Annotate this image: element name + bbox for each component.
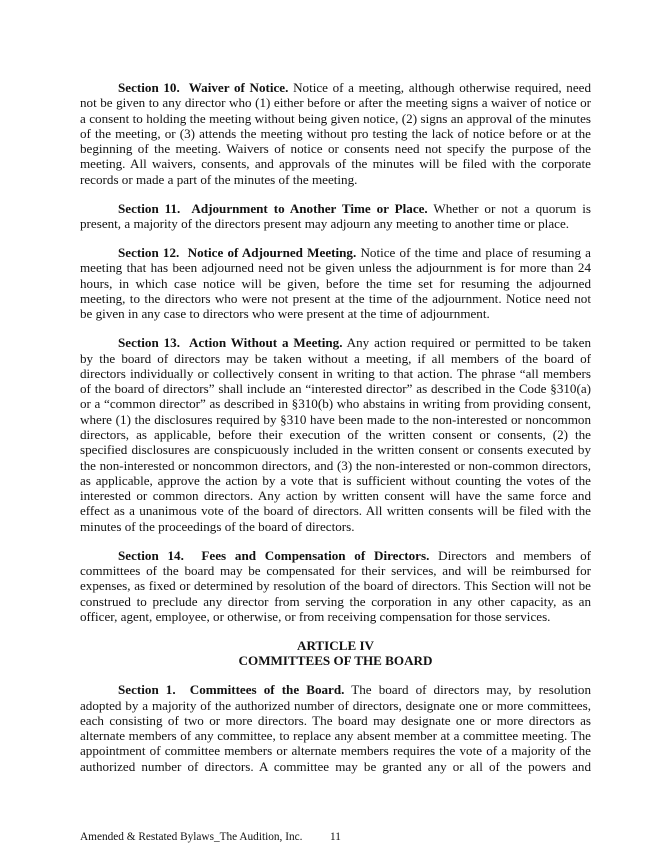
text-line — [80, 245, 591, 260]
line-text: appointment of committee members or alternate members requires the vote of a majority of the — [80, 743, 591, 759]
text-line — [80, 578, 591, 593]
page-footer — [80, 831, 341, 843]
text-line — [80, 172, 591, 187]
section-paragraph — [80, 548, 591, 624]
text-line — [80, 412, 591, 427]
line-text: meeting that has been adjourned need not be given unless the adjournment is for more than 24 — [80, 260, 591, 276]
article-number: ARTICLE IV — [296, 637, 375, 653]
footer-text: Amended & Restated Bylaws_The Audition, Inc. — [80, 831, 303, 843]
section-paragraph — [80, 682, 591, 774]
line-text: directors, as applicable, before their execution of the written consent or consents, (2) the — [80, 427, 591, 442]
text-line — [80, 260, 591, 275]
text-line — [80, 111, 591, 126]
text-line — [80, 473, 591, 488]
section-heading: Section 1. Committees of the Board. — [118, 682, 345, 698]
text-line — [80, 126, 591, 141]
line-text: Notice of a meeting, although otherwise required, need — [293, 80, 592, 95]
page-number: 11 — [330, 831, 341, 843]
line-text: specified disclosures are conspicuously included in the written consent or consents executed by — [80, 442, 591, 458]
text-line — [80, 519, 591, 534]
section-paragraph — [80, 245, 591, 321]
line-text: meeting. All waivers, consents, and approvals of the minutes will be filed with the corporate — [80, 156, 591, 172]
text-line — [80, 713, 591, 728]
text-line — [80, 609, 591, 624]
line-text: present, a majority of the directors present may adjourn any meeting to another time or place. — [80, 216, 570, 232]
text-line — [80, 488, 591, 503]
line-text: the non-interested or noncommon directors, and (3) the non-interested or non-common directors, — [80, 457, 591, 473]
line-text: where (1) the disclosures required by §310 have been made to the non-interested or noncommon — [80, 411, 591, 427]
line-text: a consent to holding the meeting without being given notice, (2) signs an approval of the minutes — [80, 110, 591, 126]
line-text: meeting, to the directors who were not present at the time of the adjournment. Notice need not — [80, 290, 591, 306]
line-text: not be given to any director who (1) either before or after the meeting signs a waiver of notice or — [80, 95, 591, 111]
text-line — [80, 427, 591, 442]
line-text: of the meeting, or (3) attends the meeting without pro testing the lack of notice before or at the — [80, 125, 591, 141]
line-text: adopted by a majority of the authorized number of directors, designate one or more committees, — [80, 697, 591, 713]
section-paragraph — [80, 335, 591, 534]
line-text: of the board of directors” shall include an “interested director” as described in the Code §310(a) — [80, 381, 591, 397]
line-text: effect as a unanimous vote of the board of directors. All written consents will be filed with the — [80, 503, 591, 519]
section-heading: Section 12. Notice of Adjourned Meeting. — [118, 245, 357, 261]
line-text: interested or common directors. Any action by written consent will have the same force and — [80, 488, 591, 504]
text-line — [80, 458, 591, 473]
line-text: construed to preclude any director from serving the corporation in any other capacity, as an — [80, 593, 591, 609]
text-line — [80, 503, 591, 518]
line-text: records or made a part of the minutes of the meeting. — [80, 171, 358, 187]
line-text: as applicable, approve the action by a vote that is sufficient without counting the votes of the — [80, 472, 591, 488]
line-text: authorized number of directors. A committee may be granted any or all of the powers and — [80, 758, 591, 774]
line-text: Whether or not a quorum is — [433, 200, 591, 216]
text-line — [80, 276, 591, 291]
line-text: by the board of directors may be taken without a meeting, if all members of the board of — [80, 350, 591, 366]
text-line — [80, 728, 591, 743]
section-heading: Section 13. Action Without a Meeting. — [118, 335, 343, 351]
line-text: Directors and members of — [438, 547, 591, 563]
line-text: be given in any case to directors who were present at the time of adjournment. — [80, 306, 490, 322]
text-line — [80, 381, 591, 396]
sections-before — [80, 80, 591, 624]
text-line — [80, 594, 591, 609]
section-heading: Section 14. Fees and Compensation of Directors. — [118, 547, 430, 563]
line-text: committees of the board may be compensated for their services, and will be reimbursed for — [80, 563, 591, 579]
document-body — [80, 80, 591, 788]
line-text: or a “common director” as described in §310(b) who abstains in writing from providing consent, — [80, 396, 591, 412]
text-line — [80, 563, 591, 578]
line-text: alternate members of any committee, to replace any absent member at a committee meeting. The — [80, 728, 591, 744]
section-heading: Section 10. Waiver of Notice. — [118, 80, 289, 95]
text-line — [80, 759, 591, 774]
line-text: hours, in which case notice will be given, before the time set for resuming the adjourned — [80, 275, 591, 291]
article-heading — [80, 638, 591, 669]
text-line — [80, 743, 591, 758]
line-text: beginning of the meeting. Waivers of notice or consents need not specify the purpose of the — [80, 141, 591, 157]
line-text: Any action required or permitted to be taken — [346, 335, 591, 351]
text-line — [80, 80, 591, 95]
line-text: directors individually or collectively consent in writing to that action. The phrase “all members — [80, 365, 591, 381]
line-text: minutes of the proceedings of the board of directors. — [80, 518, 355, 534]
text-line — [80, 548, 591, 563]
text-line — [80, 698, 591, 713]
section-heading: Section 11. Adjournment to Another Time or Place. — [118, 200, 428, 216]
line-text: officer, agent, employee, or otherwise, or from receiving compensation for those services. — [80, 608, 551, 624]
text-line — [80, 351, 591, 366]
text-line — [80, 141, 591, 156]
text-line — [80, 366, 591, 381]
text-line — [80, 442, 591, 457]
section-paragraph — [80, 80, 591, 187]
text-line — [80, 201, 591, 216]
text-line — [80, 335, 591, 350]
text-line — [80, 95, 591, 110]
line-text: Notice of the time and place of resuming a — [360, 245, 591, 261]
text-line — [80, 306, 591, 321]
article-title: COMMITTEES OF THE BOARD — [238, 653, 433, 669]
text-line — [80, 291, 591, 306]
line-text: each consisting of two or more directors. The board may designate one or more directors as — [80, 712, 591, 728]
text-line — [80, 682, 591, 697]
text-line — [80, 216, 591, 231]
sections-after — [80, 682, 591, 774]
section-paragraph — [80, 201, 591, 232]
text-line — [80, 396, 591, 411]
line-text: expenses, as fixed or determined by resolution of the board of directors. This Section will not be — [80, 578, 591, 594]
line-text: The board of directors may, by resolution — [351, 682, 591, 698]
text-line — [80, 156, 591, 171]
